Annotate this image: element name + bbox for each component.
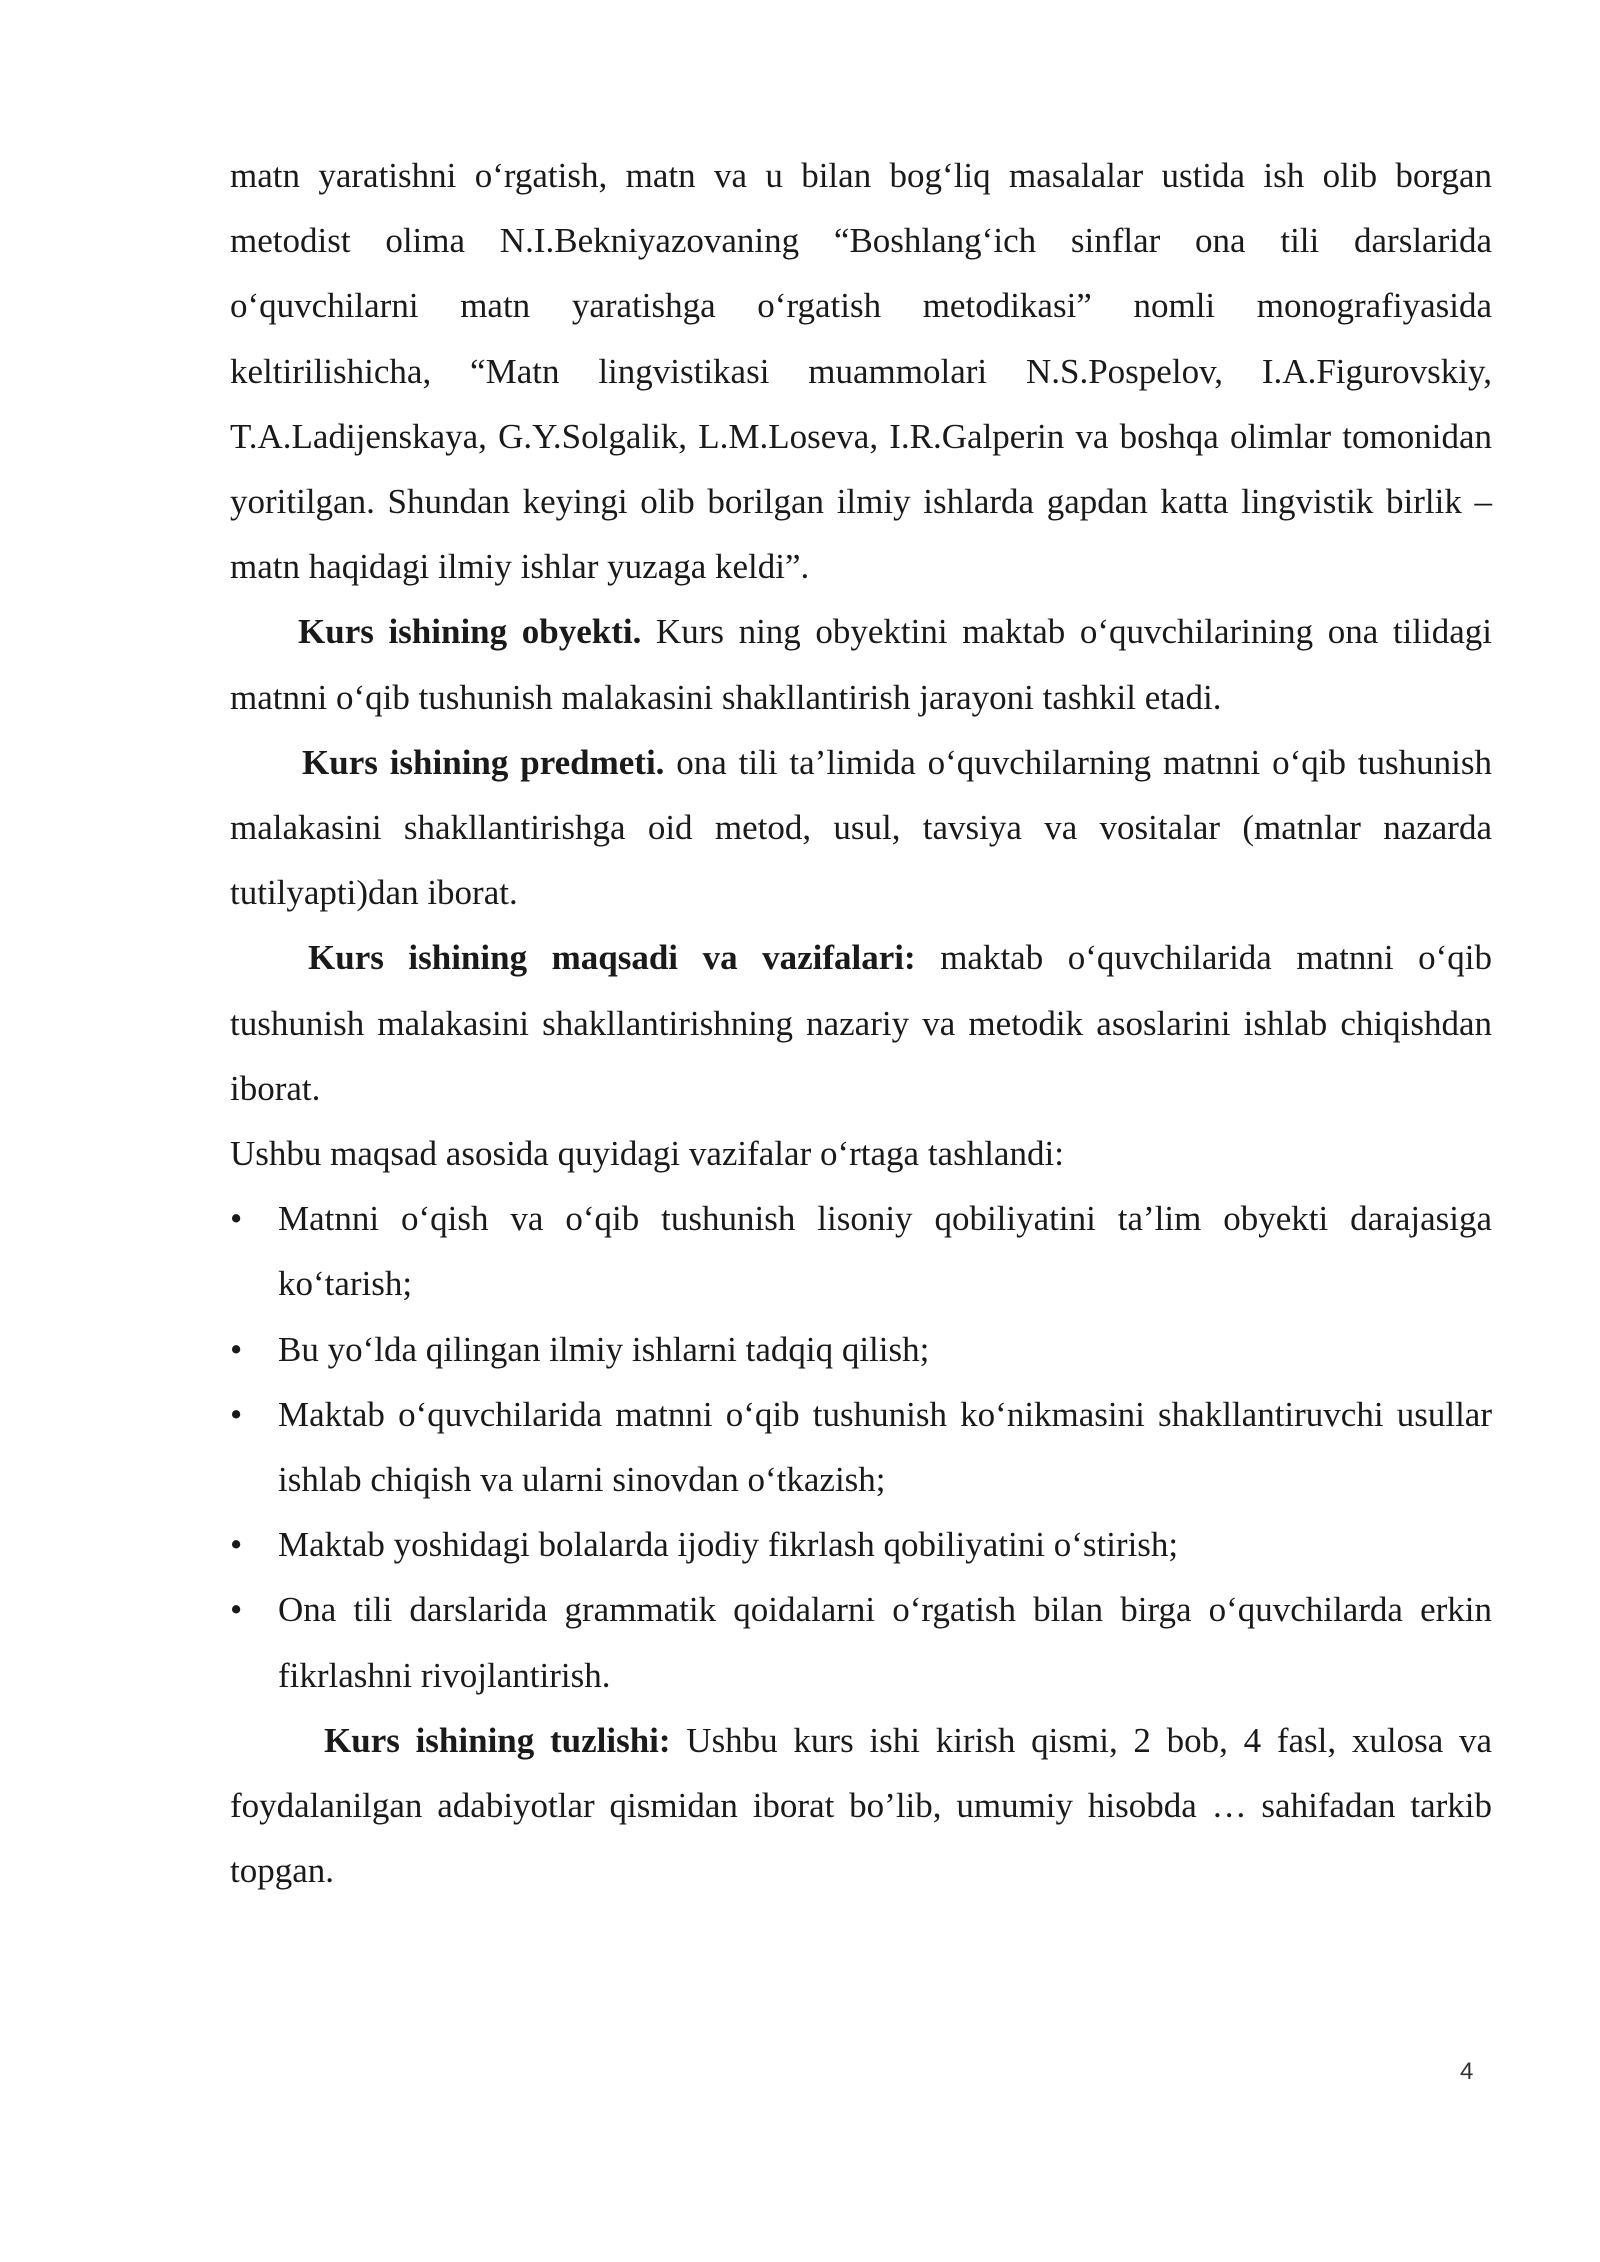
bullet-icon: • [230,1329,243,1369]
subject-paragraph [230,730,1492,926]
goals-text: maktab o‘quvchilarida matnni o‘qib tushunish malakasini shakllantirishning nazariy va metodik asoslarini ishlab chiqishdan iborat. [230,938,1492,1108]
page-number: 4 [1460,2058,1474,2085]
goals-heading: Kurs ishining maqsadi va vazifalari: [308,938,916,978]
task-text: Maktab yoshidagi bolalarda ijodiy fikrlash qobiliyatini o‘stirish; [278,1525,1179,1565]
structure-paragraph [230,1708,1492,1904]
tasks-list [230,1186,1492,1708]
list-item [230,1317,1492,1382]
object-heading: Kurs ishining obyekti. [298,612,642,652]
list-item [230,1577,1492,1707]
intro-paragraph: matn yaratishni o‘rgatish, matn va u bilan bog‘liq masalalar ustida ish olib borgan metodist olima N.I.Bekniyazovaning “Boshlang‘ich sinflar ona tili darslarida o‘quvchilarni matn yaratishga o‘rgatish metodikasi” nomli monografiyasida keltirilishicha, “Matn lingvistikasi muammolari N.S.Pospelov, I.A.Figurovskiy, T.A.Ladijenskaya, G.Y.Solgalik, L.M.Loseva, I.R.Galperin va boshqa olimlar tomonidan yoritilgan. Shundan keyingi olib borilgan ilmiy ishlarda gapdan katta lingvistik birlik – matn haqidagi ilmiy ishlar yuzaga keldi”. [230,156,1492,587]
structure-heading: Kurs ishining tuzlishi: [324,1720,671,1760]
list-item [230,1512,1492,1577]
bullet-icon: • [230,1525,243,1565]
task-text: Ona tili darslarida grammatik qoidalarni o‘rgatish bilan birga o‘quvchilarda erkin fikrlashni rivojlantirish. [278,1590,1492,1695]
tasks-intro: Ushbu maqsad asosida quyidagi vazifalar o‘rtaga tashlandi: [230,1134,1064,1174]
bullet-icon: • [230,1394,243,1434]
list-item [230,1382,1492,1512]
task-text: Matnni o‘qish va o‘qib tushunish lisoniy qobiliyatini ta’lim obyekti darajasiga ko‘tarish; [278,1199,1492,1304]
list-item [230,1186,1492,1316]
bullet-icon: • [230,1590,243,1630]
subject-heading: Kurs ishining predmeti. [302,742,665,782]
goals-paragraph [230,925,1492,1121]
document-page [230,143,1492,1903]
object-paragraph [230,599,1492,729]
subject-text: ona tili ta’limida o‘quvchilarning matnni o‘qib tushunish malakasini shakllantirishga oid metod, usul, tavsiya va vositalar (matnlar nazarda tutilyapti)dan iborat. [230,742,1492,913]
task-text: Bu yo‘lda qilingan ilmiy ishlarni tadqiq qilish; [278,1329,930,1369]
structure-text: Ushbu kurs ishi kirish qismi, 2 bob, 4 fasl, xulosa va foydalanilgan adabiyotlar qismidan iborat bo’lib, umumiy hisobda … sahifadan tarkib topgan. [230,1720,1492,1891]
task-text: Maktab o‘quvchilarida matnni o‘qib tushunish ko‘nikmasini shakllantiruvchi usullar ishlab chiqish va ularni sinovdan o‘tkazish; [278,1394,1492,1500]
object-text: Kurs ning obyektini maktab o‘quvchilarining ona tilidagi matnni o‘qib tushunish malakasini shakllantirish jarayoni tashkil etadi. [230,612,1492,717]
bullet-icon: • [230,1199,243,1239]
